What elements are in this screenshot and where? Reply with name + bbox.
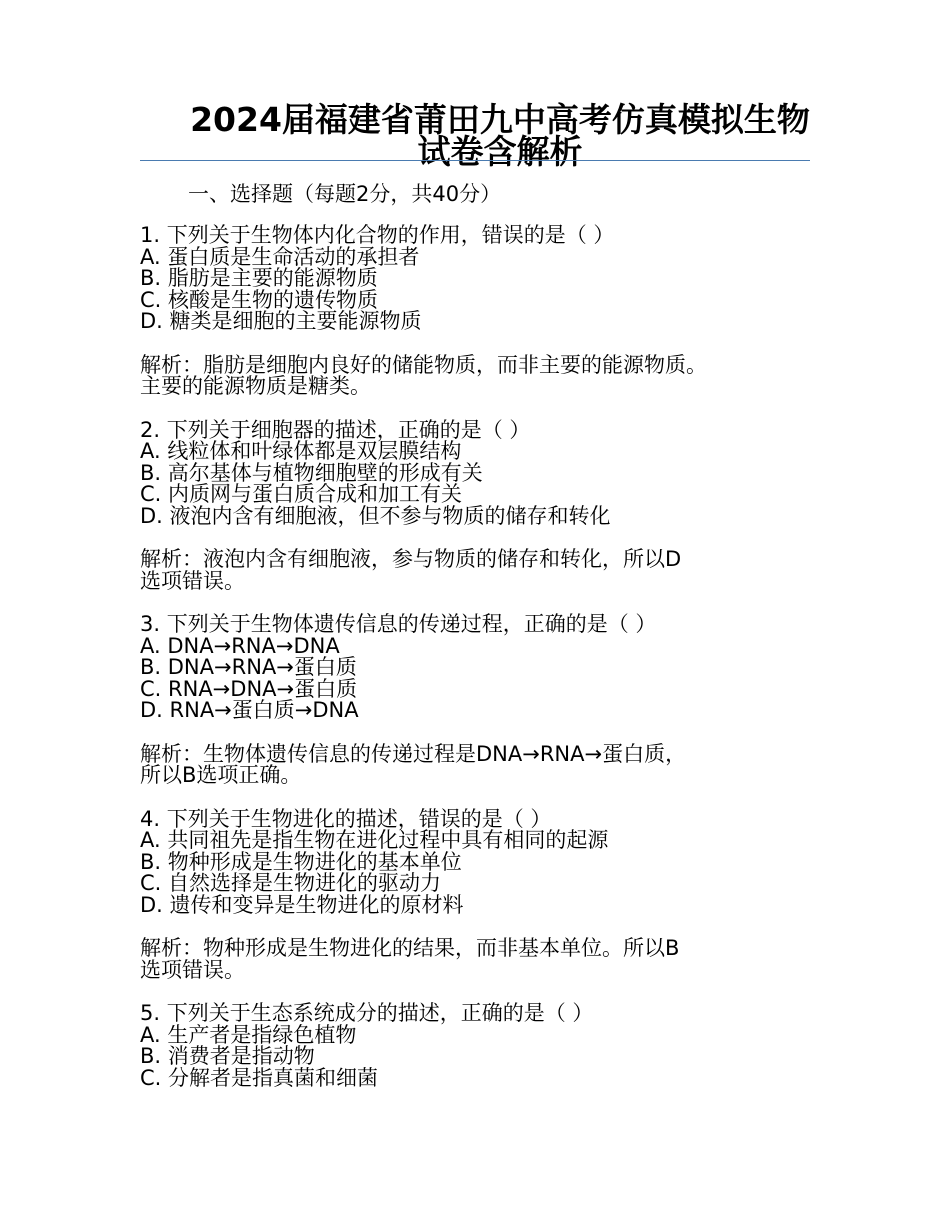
explanation xyxy=(140,938,820,981)
question-stem: 5. 下列关于生态系统成分的描述，正确的是（ ） xyxy=(140,1001,594,1025)
option-d: D. RNA→蛋白质→DNA xyxy=(140,698,359,722)
explanation-line: 选项错误。 xyxy=(140,957,245,982)
option-c: C. 分解者是指真菌和细菌 xyxy=(140,1065,379,1090)
explanation-line: 解析：生物体遗传信息的传递过程是DNA→RNA→蛋白质， xyxy=(140,741,687,766)
explanation-line: 所以B选项正确。 xyxy=(140,763,302,787)
question-2 xyxy=(140,417,820,593)
option-b: B. 物种形成是生物进化的基本单位 xyxy=(140,849,462,874)
question-3 xyxy=(140,614,820,787)
explanation-line: 解析：液泡内含有细胞液，参与物质的储存和转化，所以D xyxy=(140,547,682,571)
option-d: D. 液泡内含有细胞液，但不参与物质的储存和转化 xyxy=(140,503,611,528)
question-stem: 1. 下列关于生物体内化合物的作用，错误的是（ ） xyxy=(140,223,615,247)
option-a: A. 蛋白质是生命活动的承担者 xyxy=(140,244,420,269)
option-c: C. 自然选择是生物进化的驱动力 xyxy=(140,871,442,895)
option-b: B. 消费者是指动物 xyxy=(140,1044,315,1068)
option-a: A. 共同祖先是指生物在进化过程中具有相同的起源 xyxy=(140,828,609,852)
option-a: A. 线粒体和叶绿体都是双层膜结构 xyxy=(140,439,462,463)
explanation-line: 选项错误。 xyxy=(140,568,245,593)
explanation xyxy=(140,549,820,592)
title-underline xyxy=(140,160,810,161)
explanation-line: 解析：脂肪是细胞内良好的储能物质，而非主要的能源物质。 xyxy=(140,352,707,377)
question-stem: 4. 下列关于生物进化的描述，错误的是（ ） xyxy=(140,806,552,831)
question-4 xyxy=(140,806,820,982)
option-c: C. 核酸是生物的遗传物质 xyxy=(140,287,379,312)
question-list xyxy=(140,225,820,1089)
section-heading: 一、选择题（每题2分，共40分） xyxy=(188,182,502,206)
question-5 xyxy=(140,1003,820,1089)
question-stem: 3. 下列关于生物体遗传信息的传递过程，正确的是（ ） xyxy=(140,612,657,636)
explanation-line: 主要的能源物质是糖类。 xyxy=(140,374,371,398)
option-b: B. DNA→RNA→蛋白质 xyxy=(140,655,357,679)
explanation-line: 解析：物种形成是生物进化的结果，而非基本单位。所以B xyxy=(140,936,680,960)
option-d: D. 糖类是细胞的主要能源物质 xyxy=(140,309,422,333)
option-b: B. 高尔基体与植物细胞壁的形成有关 xyxy=(140,460,483,485)
explanation xyxy=(140,352,820,398)
option-a: A. 生产者是指绿色植物 xyxy=(140,1022,357,1047)
option-d: D. 遗传和变异是生物进化的原材料 xyxy=(140,892,464,917)
option-c: C. RNA→DNA→蛋白质 xyxy=(140,676,358,701)
option-c: C. 内质网与蛋白质合成和加工有关 xyxy=(140,482,463,506)
document-title: 2024届福建省莆田九中高考仿真模拟生物试卷含解析 xyxy=(190,100,810,171)
question-1 xyxy=(140,225,820,398)
option-b: B. 脂肪是主要的能源物质 xyxy=(140,266,378,290)
question-stem: 2. 下列关于细胞器的描述，正确的是（ ） xyxy=(140,417,531,442)
explanation xyxy=(140,741,820,787)
option-a: A. DNA→RNA→DNA xyxy=(140,633,340,658)
